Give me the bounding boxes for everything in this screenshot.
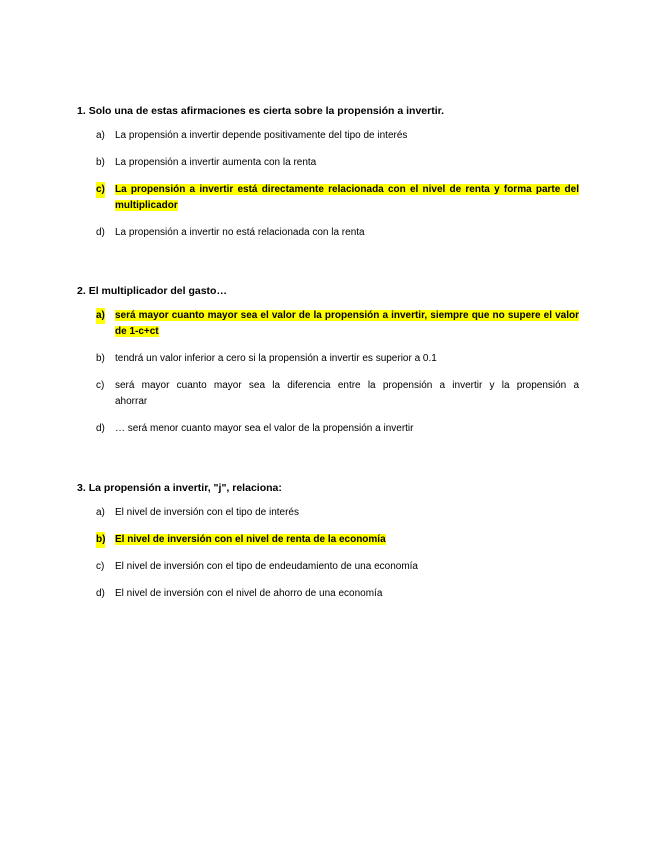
option-d: [96, 586, 579, 602]
options-list: [77, 505, 579, 602]
option-letter: c): [96, 561, 105, 572]
option-b-highlighted: [96, 532, 579, 548]
option-b: [96, 155, 579, 171]
option-a-highlighted: [96, 308, 579, 340]
option-text: … será menor cuanto mayor sea el valor de la propensión a invertir: [115, 423, 414, 434]
option-letter: d): [96, 588, 105, 599]
question-text: Solo una de estas afirmaciones es cierta sobre la propensión a invertir.: [88, 105, 445, 117]
option-d: [96, 421, 579, 437]
question-number: 1.: [77, 105, 86, 117]
question-title: [77, 284, 579, 298]
option-a: [96, 505, 579, 521]
option-text: La propensión a invertir depende positivamente del tipo de interés: [115, 130, 408, 141]
option-letter: a): [96, 130, 105, 141]
option-letter: c): [96, 380, 105, 391]
option-text: El nivel de inversión con el nivel de ahorro de una economía: [115, 588, 383, 599]
option-text: El nivel de inversión con el tipo de interés: [115, 507, 299, 518]
option-text: La propensión a invertir no está relacionada con la renta: [115, 227, 365, 238]
question-number: 3.: [77, 482, 86, 494]
option-letter: a): [96, 507, 105, 518]
option-b: [96, 351, 579, 367]
option-letter: b): [96, 532, 105, 548]
question-3: [77, 481, 579, 613]
option-letter: c): [96, 182, 105, 198]
question-number: 2.: [77, 285, 86, 297]
option-c: [96, 378, 579, 410]
question-text: El multiplicador del gasto…: [88, 285, 227, 297]
options-list: [77, 128, 579, 241]
options-list: [77, 308, 579, 437]
option-a: [96, 128, 579, 144]
option-c-highlighted: [96, 182, 579, 214]
option-letter: b): [96, 353, 105, 364]
option-text: El nivel de inversión con el nivel de renta de la economía: [115, 534, 386, 545]
option-letter: d): [96, 423, 105, 434]
option-text: La propensión a invertir aumenta con la renta: [115, 157, 317, 168]
question-title: [77, 481, 579, 495]
option-text: tendrá un valor inferior a cero si la propensión a invertir es superior a 0.1: [115, 353, 437, 364]
option-text: El nivel de inversión con el tipo de endeudamiento de una economía: [115, 561, 418, 572]
option-letter: a): [96, 308, 105, 324]
question-1: [77, 104, 579, 252]
option-letter: b): [96, 157, 105, 168]
option-text: será mayor cuanto mayor sea la diferencia entre la propensión a invertir y la propensión a ahorrar: [115, 380, 579, 407]
question-title: [77, 104, 579, 118]
question-text: La propensión a invertir, "j", relaciona:: [88, 482, 282, 494]
option-text: será mayor cuanto mayor sea el valor de la propensión a invertir, siempre que no supere el valor de 1-c+ct: [115, 310, 579, 337]
question-2: [77, 284, 579, 448]
option-text: La propensión a invertir está directamente relacionada con el nivel de renta y forma parte del multiplicador: [115, 184, 579, 211]
option-c: [96, 559, 579, 575]
option-d: [96, 225, 579, 241]
option-letter: d): [96, 227, 105, 238]
